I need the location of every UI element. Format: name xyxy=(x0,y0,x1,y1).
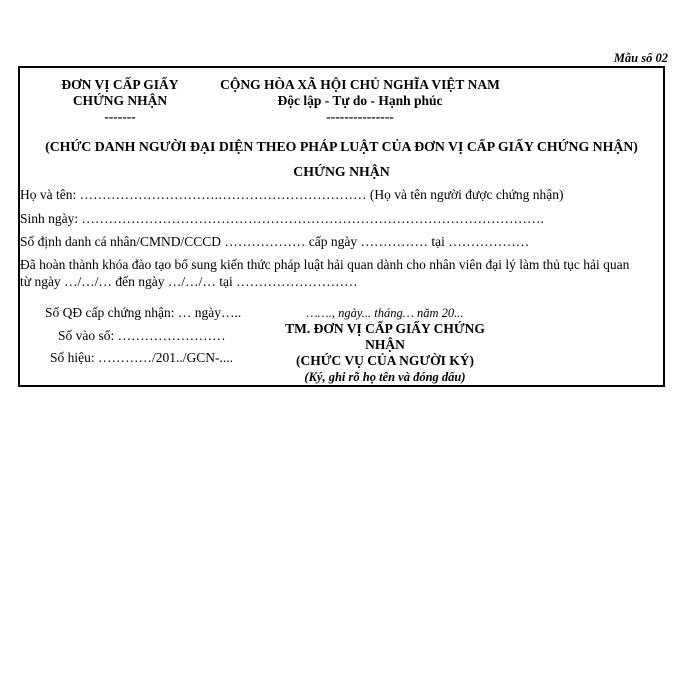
sign-instruction: (Ký, ghi rõ họ tên và đóng dấu) xyxy=(304,370,466,384)
form-code: Mẫu số 02 xyxy=(613,51,668,65)
representative-title: (CHỨC DANH NGƯỜI ĐẠI DIỆN THEO PHÁP LUẬT CỦA ĐƠN VỊ CẤP GIẤY CHỨNG NHẬN) xyxy=(45,139,638,154)
national-title: CỘNG HÒA XÃ HỘI CHỦ NGHĨA VIỆT NAM xyxy=(220,77,500,92)
completion-line-2: từ ngày …/…/… đến ngày …/…/… tại ……………………… xyxy=(20,274,358,289)
signer-position: (CHỨC VỤ CỦA NGƯỜI KÝ) xyxy=(296,353,474,368)
national-rule: --------------- xyxy=(326,109,394,124)
signer-title-line1: TM. ĐƠN VỊ CẤP GIẤY CHỨNG xyxy=(285,321,485,336)
national-header xyxy=(210,77,510,125)
decision-number: Số QĐ cấp chứng nhận: … ngày….. xyxy=(45,305,242,320)
completion-line-1: Đã hoàn thành khóa đào tạo bổ sung kiến thức pháp luật hải quan dành cho nhân viên đại lý làm thủ tục hải quan xyxy=(20,257,630,272)
signature-block xyxy=(285,305,485,385)
issuing-unit-line1: ĐƠN VỊ CẤP GIẤY xyxy=(61,77,179,92)
dob-field: Sinh ngày: …………………………………………………………………………………………. xyxy=(20,211,544,226)
certificate-frame xyxy=(18,66,665,387)
issuing-unit-line2: CHỨNG NHẬN xyxy=(72,93,168,108)
issuing-unit-rule: ------- xyxy=(104,109,136,124)
certificate-title: CHỨNG NHẬN xyxy=(293,164,390,179)
name-field: Họ và tên: ………………………….…………………………… (Họ và tên người được chứng nhận) xyxy=(20,187,564,202)
entry-number: Số vào sổ: …………………… xyxy=(58,328,226,343)
national-motto: Độc lập - Tự do - Hạnh phúc xyxy=(277,93,443,108)
serial-number: Số hiệu: …………/201../GCN-.... xyxy=(50,350,234,365)
signer-title-line2: NHẬN xyxy=(365,337,405,352)
signature-date: ……., ngày... tháng… năm 20... xyxy=(306,306,464,320)
id-field: Số định danh cá nhân/CMND/CCCD ……………… cấp ngày …………… tại ……………… xyxy=(20,234,530,249)
issuing-unit-header xyxy=(40,77,200,125)
